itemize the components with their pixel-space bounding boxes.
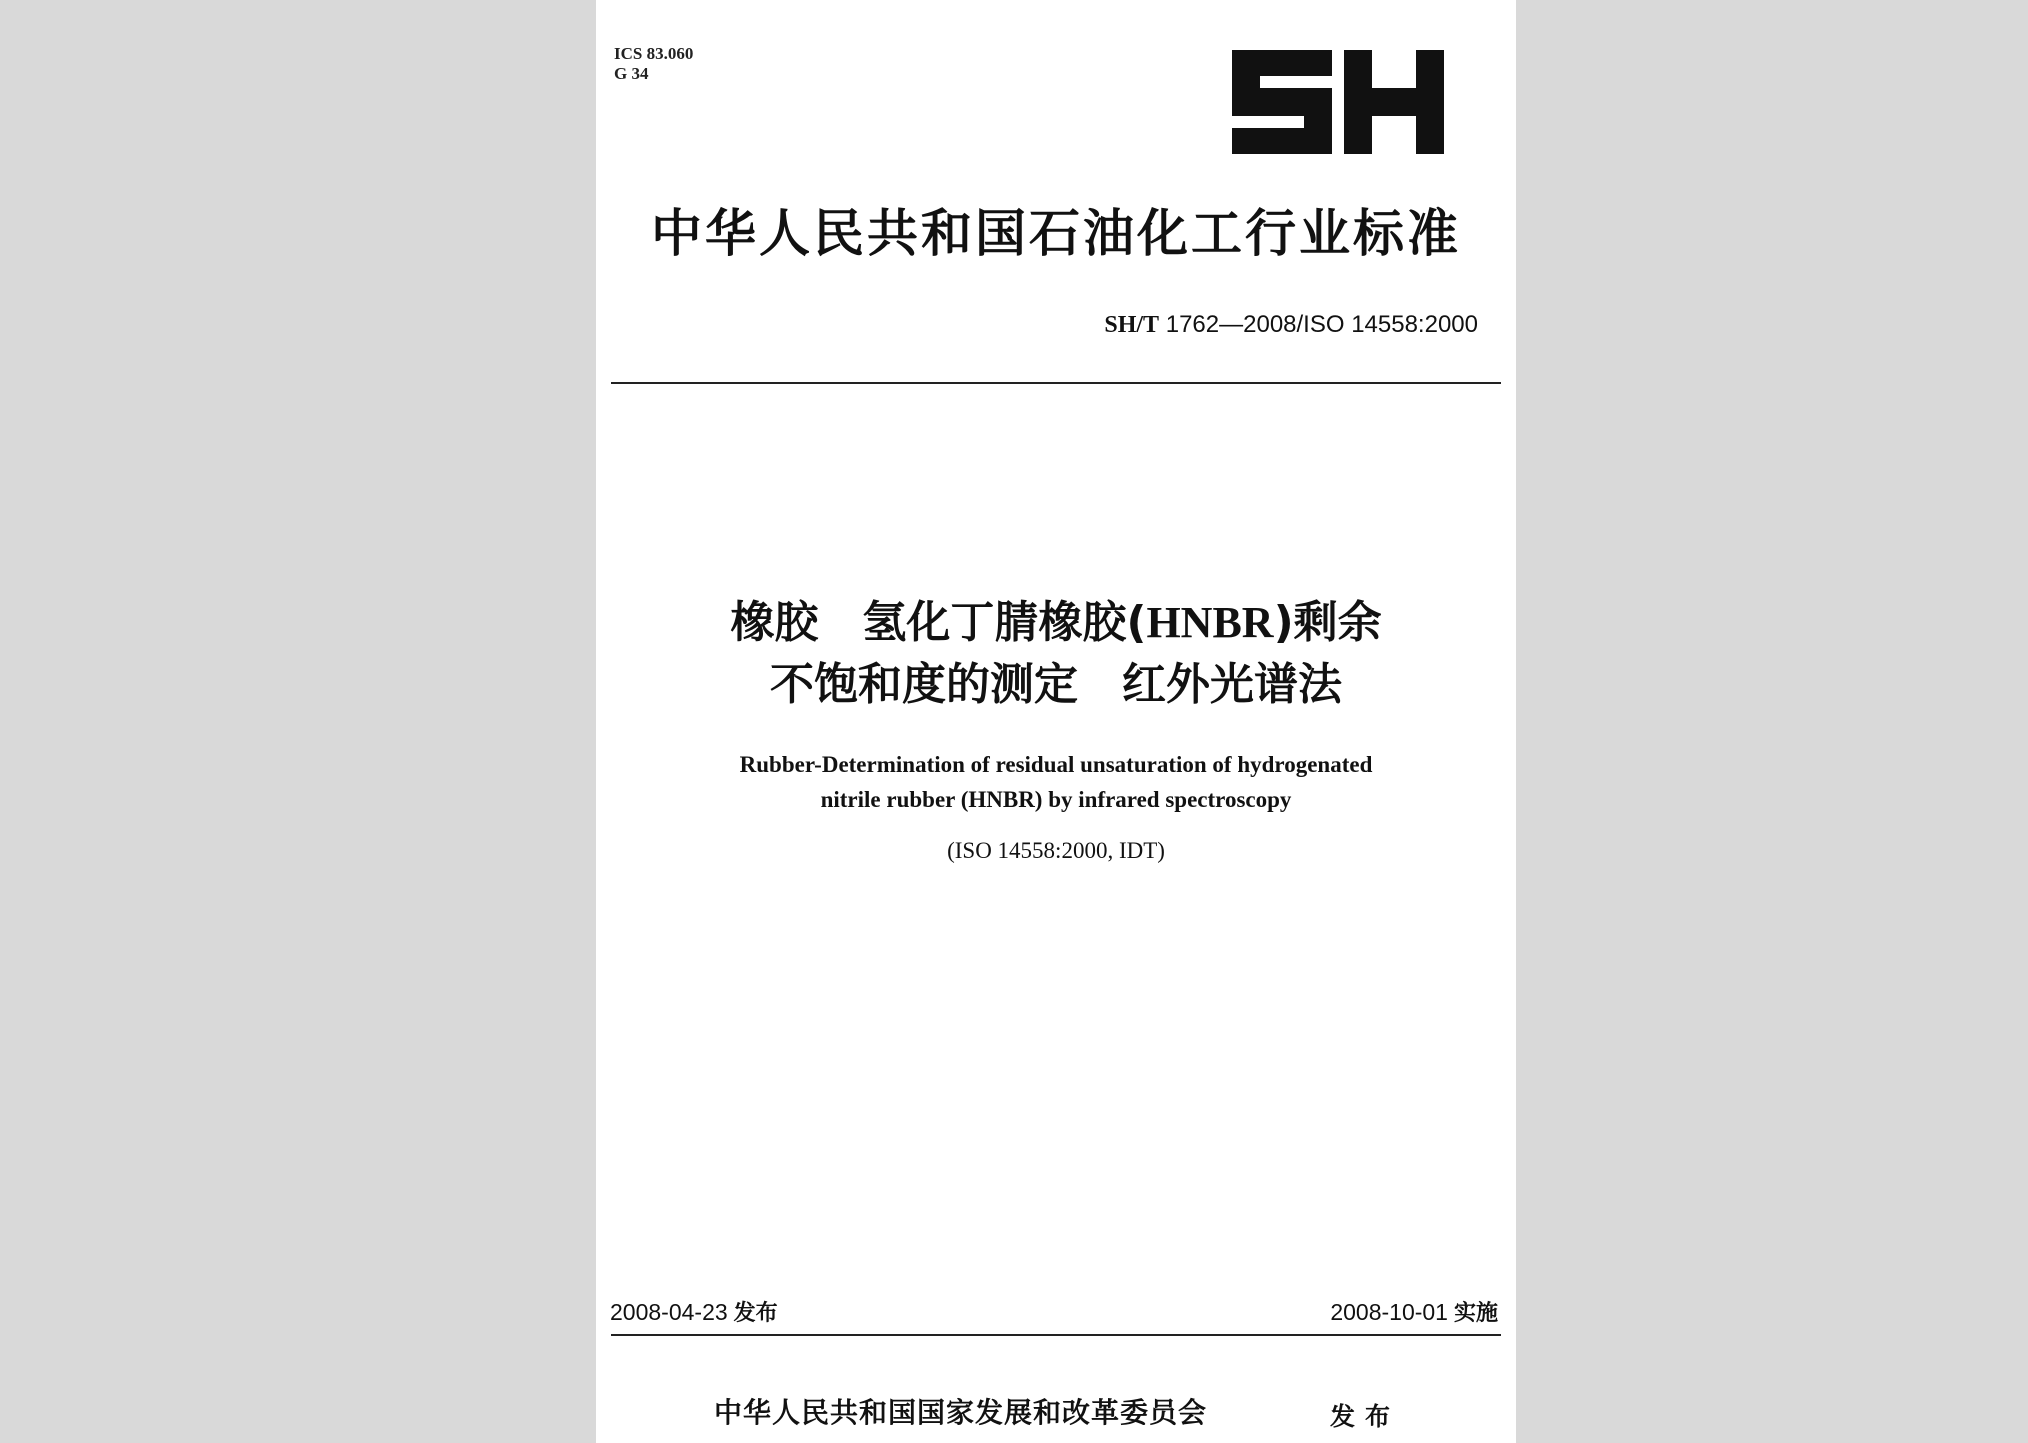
chinese-title-hnbr: HNBR bbox=[1146, 598, 1274, 647]
issuing-authority: 中华人民共和国国家发展和改革委员会 bbox=[714, 1396, 1208, 1429]
chinese-title-line-1-part-b: )剩余 bbox=[1273, 597, 1382, 648]
issue-label: 发布 bbox=[733, 1301, 778, 1326]
iso-equivalence: (ISO 14558:2000, IDT) bbox=[947, 838, 1165, 863]
header-divider bbox=[611, 382, 1501, 384]
classification-codes bbox=[614, 44, 693, 84]
standard-number-rest: 1762—2008/ISO 14558:2000 bbox=[1159, 311, 1478, 338]
issue-date: 2008-04-23 bbox=[610, 1299, 728, 1325]
ccs-code: G 34 bbox=[614, 64, 649, 83]
implement-date-block bbox=[1330, 1297, 1498, 1329]
footer-divider bbox=[611, 1334, 1501, 1336]
english-title-line-1: Rubber-Determination of residual unsaturation of hydrogenated bbox=[739, 752, 1373, 777]
chinese-title-line-1 bbox=[596, 592, 1516, 654]
english-title-line-2: nitrile rubber (HNBR) by infrared spectroscopy bbox=[820, 787, 1292, 812]
ics-code: ICS 83.060 bbox=[614, 44, 694, 63]
issuing-action: 发布 bbox=[1330, 1402, 1401, 1431]
standard-number bbox=[1104, 310, 1478, 340]
implement-label: 实施 bbox=[1453, 1301, 1498, 1326]
standard-cover-page bbox=[596, 0, 1516, 1443]
chinese-title bbox=[596, 592, 1516, 716]
implement-date: 2008-10-01 bbox=[1330, 1299, 1448, 1325]
industry-standard-title: 中华人民共和国石油化工行业标准 bbox=[650, 205, 1461, 264]
standard-number-prefix: SH/T bbox=[1104, 312, 1160, 338]
chinese-title-line-2: 不饱和度的测定 红外光谱法 bbox=[770, 659, 1342, 710]
sh-logo bbox=[1232, 50, 1444, 154]
chinese-title-line-1-part-a: 橡胶 氢化丁腈橡胶( bbox=[730, 597, 1147, 648]
english-title bbox=[596, 747, 1516, 817]
issue-date-block bbox=[610, 1297, 778, 1329]
